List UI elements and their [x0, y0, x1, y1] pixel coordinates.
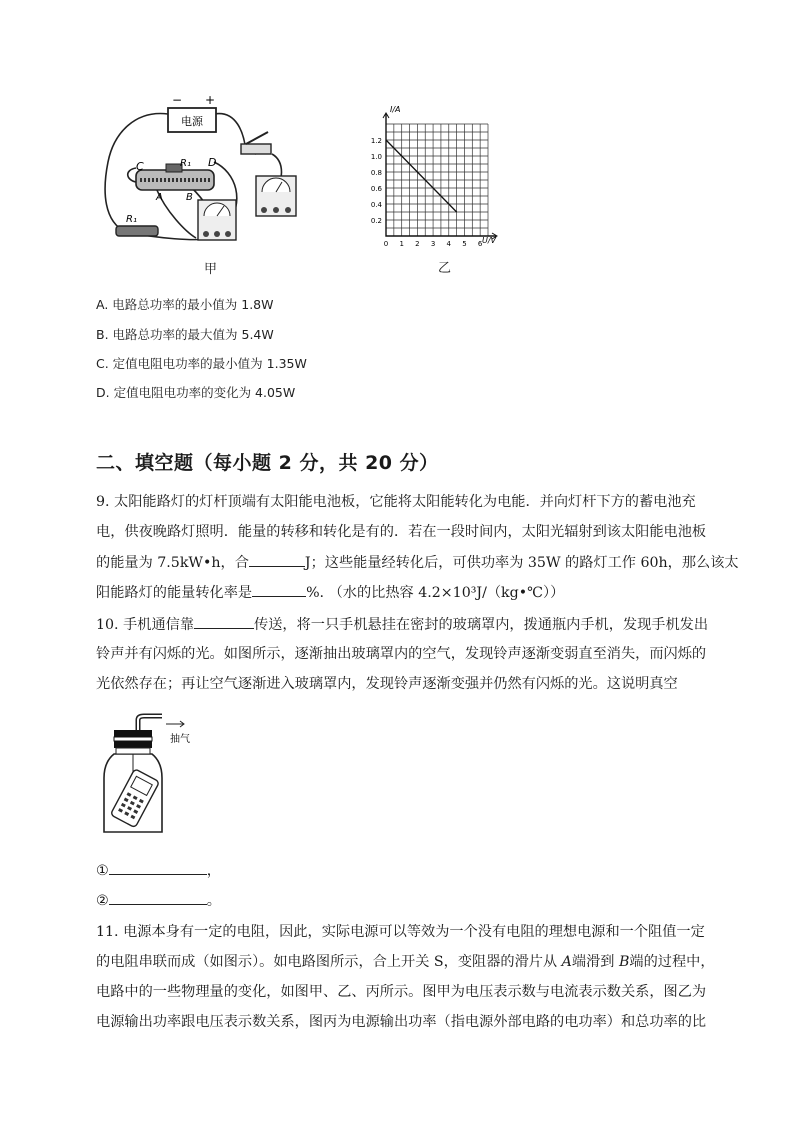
q10-answer-2	[96, 890, 221, 911]
q9-line-4	[96, 582, 564, 603]
graph-tick-labels	[371, 137, 483, 248]
circuit-diagram	[96, 92, 326, 270]
q10-line-1-start: 10. 手机通信靠	[96, 617, 195, 633]
iu-graph	[362, 100, 502, 260]
q11-line-1: 11. 电源本身有一定的电阻，因此，实际电源可以等效为一个没有电阻的理想电源和一个阻值一定	[96, 924, 705, 940]
q10-answer-1-mark: ①	[96, 863, 109, 879]
q11-line-2-a: 的电阻串联而成（如图示）。如电路图所示，合上开关 S，变阻器的滑片从	[96, 954, 562, 970]
option-c: C. 定值电阻电功率的最小值为 1.35W	[96, 356, 307, 371]
q10-answer-1	[96, 860, 221, 881]
q10-line-2: 铃声并有闪烁的光。如图所示，逐渐抽出玻璃罩内的空气，发现铃声逐渐变弱直至消失，而闪烁的	[96, 646, 707, 662]
q10-line-3: 光依然存在；再让空气逐渐进入玻璃罩内，发现铃声逐渐变强并仍然有闪烁的光。这说明真空	[96, 676, 678, 692]
option-d: D. 定值电阻电功率的变化为 4.05W	[96, 385, 296, 400]
graph-grid	[386, 124, 488, 236]
q11-point-b: B	[618, 954, 630, 970]
y-tick-label: 0.6	[370, 185, 382, 193]
q11-line-2-c: 端滑到	[571, 954, 619, 970]
x-tick-label: 6	[477, 240, 483, 248]
label-R1-top: R₁	[180, 158, 191, 169]
label-A: A	[156, 192, 163, 203]
label-B: B	[186, 192, 193, 203]
meter-left	[198, 200, 236, 240]
q9-line-3-end: J；这些能量经转化后，可供功率为 35W 的路灯工作 60h，那么该太	[304, 555, 739, 571]
q10-line-1	[96, 614, 708, 635]
option-a: A. 电路总功率的最小值为 1.8W	[96, 297, 274, 312]
series-line	[386, 140, 457, 212]
plus-terminal-label: +	[205, 93, 216, 107]
q9-line-3-start: 的能量为 7.5kW•h，合	[96, 555, 249, 571]
q10-line-1-end: 传送，将一只手机悬挂在密封的玻璃罩内，拨通瓶内手机，发现手机发出	[254, 617, 709, 633]
q11-line-2-e: 端的过程中，	[629, 954, 715, 970]
q10-blank-1[interactable]	[194, 614, 254, 629]
graph-series	[386, 140, 457, 212]
x-tick-label: 5	[462, 240, 467, 248]
y-tick-label: 1.2	[370, 137, 382, 145]
label-R1-left: R₁	[126, 214, 137, 225]
meter-right	[256, 176, 296, 216]
q9-line-1: 9. 太阳能路灯的灯杆顶端有太阳能电池板，它能将太阳能转化为电能．并向灯杆下方的蓄电池充	[96, 494, 696, 510]
q9-line-4-start: 阳能路灯的能量转化率是	[96, 585, 253, 601]
q10-answer-2-mark: ②	[96, 893, 109, 909]
bell-jar-figure	[96, 712, 226, 842]
rheostat	[136, 164, 214, 190]
q10-blank-3[interactable]	[109, 890, 207, 905]
q10-answer-1-end: ，	[206, 863, 221, 879]
q10-blank-2[interactable]	[109, 860, 207, 875]
q11-line-4: 电源输出功率跟电压表示数关系，图丙为电源输出功率（指电源外部电路的电功率）和总功率的比	[96, 1014, 707, 1030]
circuit-caption: 甲	[204, 262, 218, 277]
x-tick-label: 4	[446, 240, 452, 248]
y-tick-label: 0.8	[370, 169, 382, 177]
q11-line-2	[96, 952, 715, 972]
label-D: D	[208, 156, 217, 169]
fixed-resistor	[116, 226, 158, 236]
graph-xlabel: U/V	[482, 236, 497, 245]
q11-line-3: 电路中的一些物理量的变化，如图甲、乙、丙所示。图甲为电压表示数与电流表示数关系，图乙为	[96, 984, 707, 1000]
x-tick-label: 1	[399, 240, 404, 248]
graph-ylabel: I/A	[390, 105, 401, 114]
option-b: B. 电路总功率的最大值为 5.4W	[96, 327, 274, 342]
power-supply-label: 电源	[181, 115, 203, 128]
q10-answer-2-end: 。	[206, 893, 221, 909]
x-tick-label: 0	[383, 240, 389, 248]
graph-caption: 乙	[438, 261, 452, 276]
y-tick-label: 0.2	[370, 217, 382, 225]
q11-point-a: A	[561, 954, 572, 970]
q9-line-4-end: %. （水的比热容 4.2×10³J/（kg•℃））	[306, 585, 565, 601]
q9-blank-1[interactable]	[249, 552, 305, 567]
label-C: C	[136, 160, 144, 173]
q9-line-2: 电，供夜晚路灯照明．能量的转移和转化是有的．若在一段时间内，太阳光辐射到该太阳能电池板	[96, 524, 707, 540]
minus-terminal-label: −	[172, 93, 183, 107]
x-tick-label: 2	[415, 240, 420, 248]
x-tick-label: 3	[430, 240, 436, 248]
y-tick-label: 1.0	[370, 153, 382, 161]
stopper	[114, 730, 152, 754]
q9-line-3	[96, 552, 739, 573]
y-tick-label: 0.4	[370, 201, 382, 209]
pump-label: 抽气	[170, 734, 190, 745]
q9-blank-2[interactable]	[252, 582, 306, 597]
section-heading: 二、填空题（每小题 2 分，共 20 分）	[96, 452, 439, 474]
